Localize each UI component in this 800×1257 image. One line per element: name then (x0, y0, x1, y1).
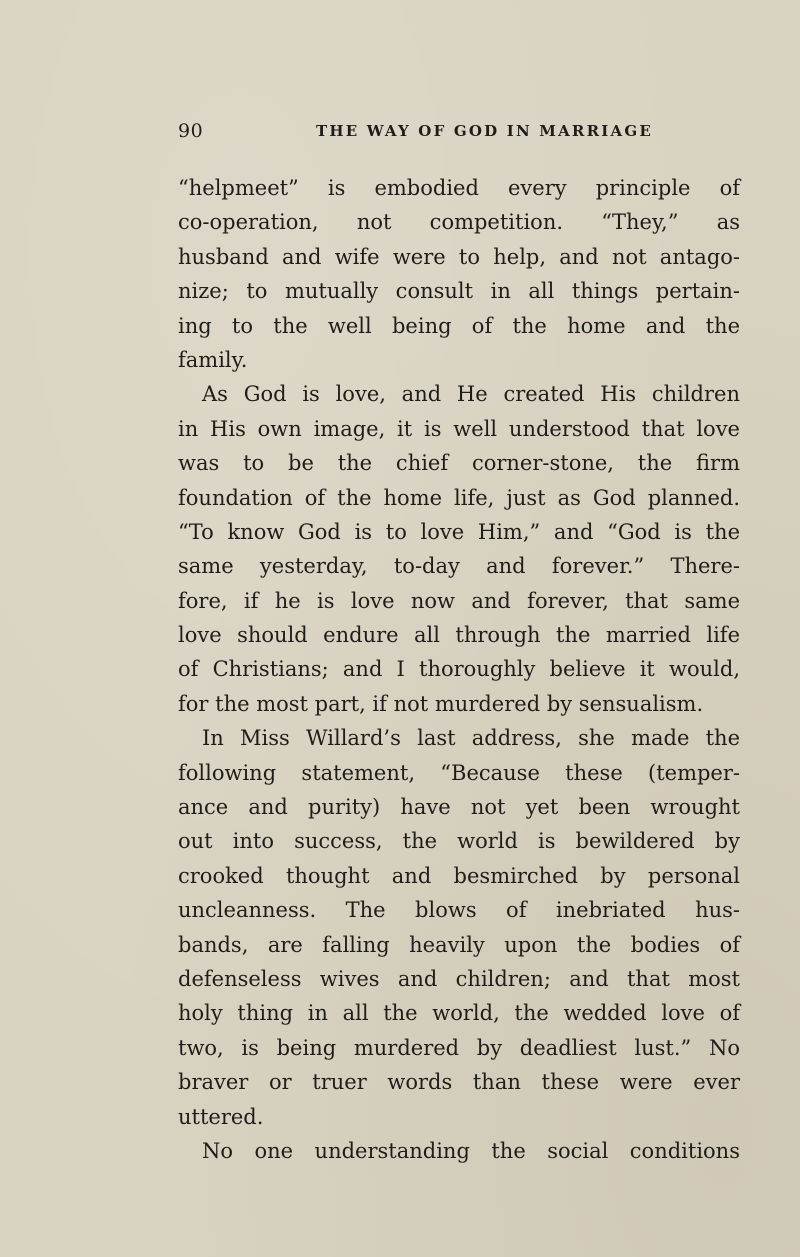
text-line: “helpmeet” is embodied every principle of (178, 176, 740, 200)
text-line: family. (178, 347, 248, 372)
text-line: uttered. (178, 1104, 264, 1129)
text-line: uncleanness. The blows of inebriated hus- (178, 898, 740, 923)
text-line: In Miss Willard’s last address, she made the (202, 726, 740, 751)
text-line: holy thing in all the world, the wedded love of (178, 1001, 740, 1026)
text-line: braver or truer words than these were ever (178, 1070, 740, 1095)
page-number: 90 (178, 120, 204, 142)
running-head: THE WAY OF GOD IN MARRIAGE (316, 122, 653, 140)
text-line: for the most part, if not murdered by sensualism. (178, 691, 704, 716)
text-line: ance and purity) have not yet been wrought (178, 795, 740, 820)
text-line: No one understanding the social conditions (202, 1138, 740, 1163)
text-line: nize; to mutually consult in all things pertain- (178, 279, 740, 304)
text-line: “To know God is to love Him,” and “God is the (178, 519, 740, 544)
page-header (178, 120, 740, 144)
text-line: of Christians; and I thoroughly believe it would, (178, 657, 740, 682)
text-line: was to be the chief corner-stone, the firm (178, 451, 740, 476)
text-line: same yesterday, to-day and forever.” There- (178, 554, 740, 579)
text-line: out into success, the world is bewildered by (178, 829, 740, 854)
text-line: following statement, “Because these (temper- (178, 760, 740, 785)
text-line: co-operation, not competition. “They,” as (178, 210, 740, 235)
text-line: fore, if he is love now and forever, that same (178, 588, 740, 613)
text-line: ing to the well being of the home and the (178, 313, 740, 338)
text-line: in His own image, it is well understood that love (178, 416, 740, 441)
text-line: foundation of the home life, just as God planned. (178, 485, 740, 510)
text-line: love should endure all through the married life (178, 623, 740, 648)
text-line: bands, are falling heavily upon the bodies of (178, 932, 740, 957)
text-line: husband and wife were to help, and not antago- (178, 244, 740, 269)
text-line: crooked thought and besmirched by personal (178, 863, 740, 888)
text-line: As God is love, and He created His children (202, 382, 740, 407)
text-line: defenseless wives and children; and that most (178, 966, 740, 991)
text-line: two, is being murdered by deadliest lust.” No (178, 1035, 740, 1060)
body-text (178, 171, 740, 1168)
